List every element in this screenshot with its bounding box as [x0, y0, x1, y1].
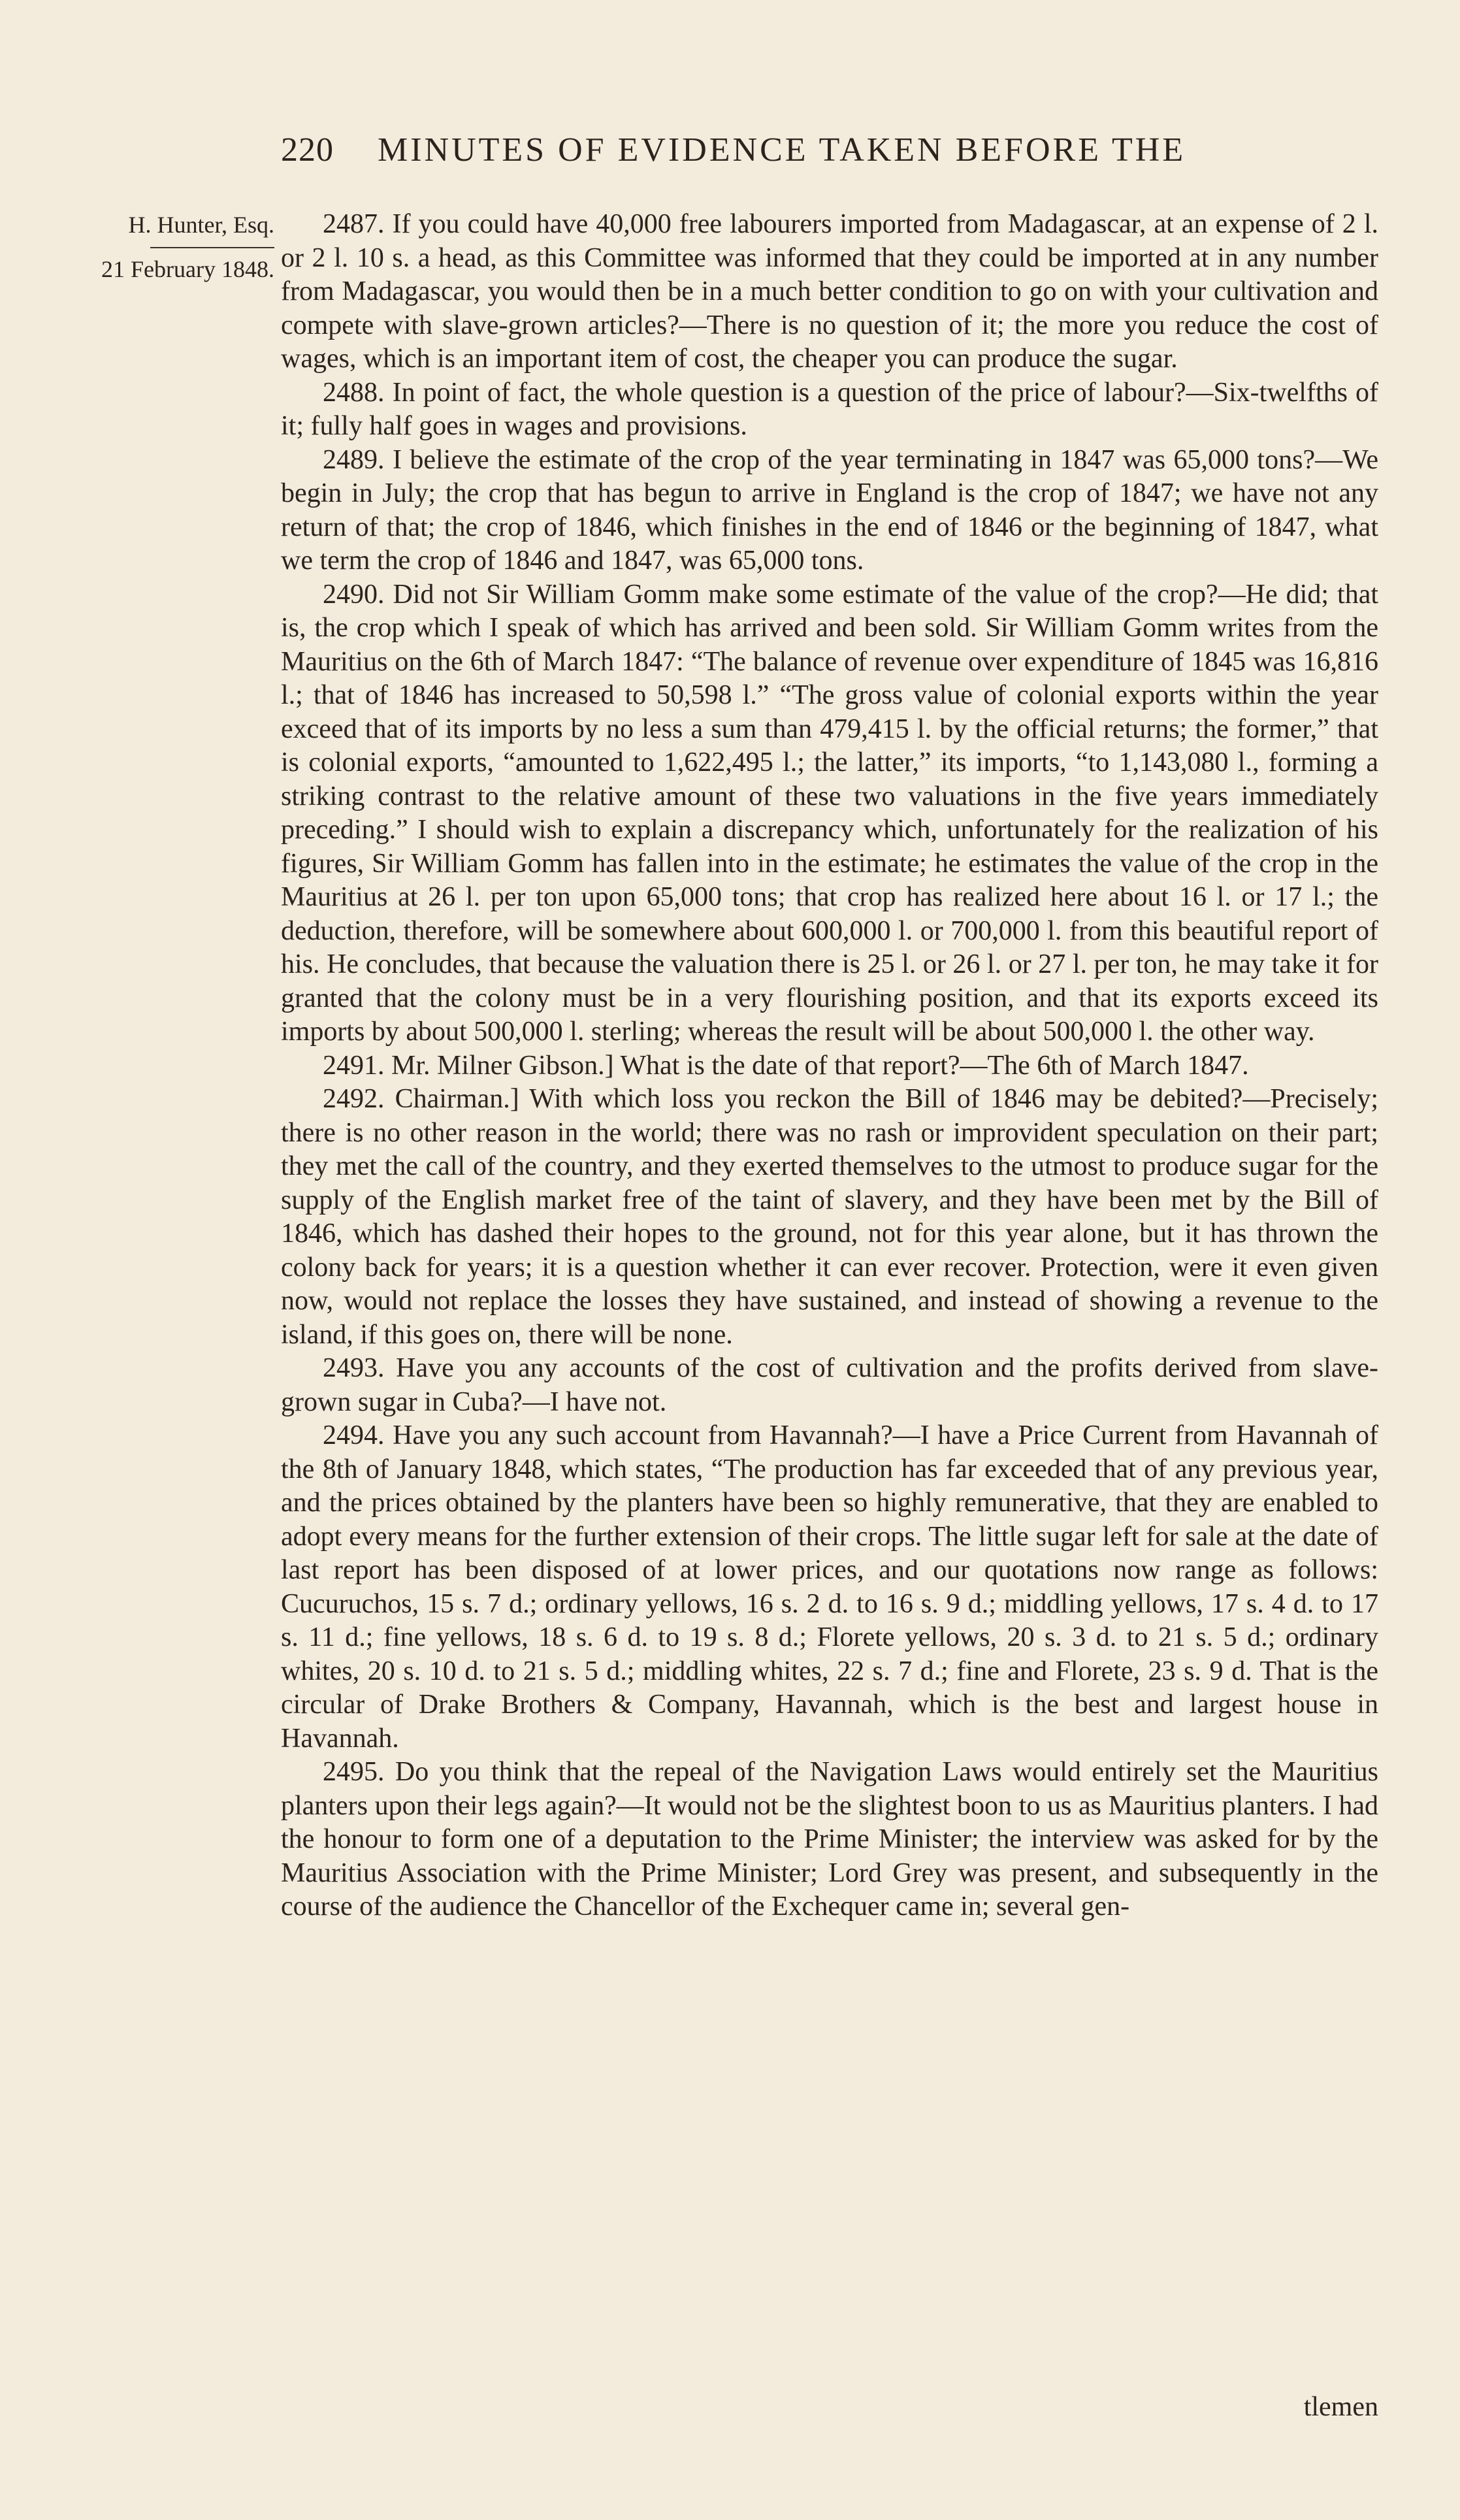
- running-header: [281, 131, 1391, 176]
- witness-name: H. Hunter, Esq.: [128, 212, 274, 238]
- testimony-date: 21 February 1848.: [101, 256, 274, 282]
- paragraph-2487: [281, 208, 1378, 376]
- question-number: 2489.: [323, 444, 385, 475]
- question-number: 2494.: [323, 1420, 385, 1450]
- paragraph-text: Have you any accounts of the cost of cultivation and the profits derived from slave-grown sugar in Cuba?—I have not.: [281, 1353, 1379, 1417]
- paragraph-text: Mr. Milner Gibson.] What is the date of that report?—The 6th of March 1847.: [391, 1050, 1249, 1081]
- paragraph-2494: [281, 1419, 1378, 1756]
- paragraph-text: I believe the estimate of the crop of the year terminating in 1847 was 65,000 tons?—We begin in July; the crop that has begun to arrive in England is the crop of 1847; we have not any return of that; the crop of 1846, which finishes in the end of 1846 or the beginning of 1847, what we term the crop of 1846 and 1847, was 65,000 tons.: [281, 444, 1379, 576]
- margin-rule: [150, 247, 274, 248]
- margin-note: [59, 208, 274, 286]
- paragraph-text: Do you think that the repeal of the Navigation Laws would entirely set the Mauritius planters upon their legs again?—It would not be the slightest boon to us as Mauritius planters. I had the honour to form one of a deputation to the Prime Minister; the interview was asked for by the Mauritius Association with the Prime Minister; Lord Grey was present, and subsequently in the course of the audience the Chancellor of the Exchequer came in; several gen-: [281, 1757, 1379, 1922]
- paragraph-text: Have you any such account from Havannah?—I have a Price Current from Havannah of the 8th of January 1848, which states, “The production has far exceeded that of any previous year, and the prices obtained by the planters have been so highly remunerative, that they are enabled to adopt every means for the further extension of their crops. The little sugar left for sale at the date of last report has been disposed of at lower prices, and our quotations now range as follows: Cucuruchos, 15 s. 7 d.; ordinary yellows, 16 s. 2 d. to 16 s. 9 d.; middling yellows, 17 s. 4 d. to 17 s. 11 d.; fine yellows, 18 s. 6 d. to 19 s. 8 d.; Florete yellows, 20 s. 3 d. to 21 s. 5 d.; ordinary whites, 20 s. 10 d. to 21 s. 5 d.; middling whites, 22 s. 7 d.; fine and Florete, 23 s. 9 d. That is the circular of Drake Brothers & Company, Havannah, which is the best and largest house in Havannah.: [281, 1420, 1379, 1754]
- page-number: 220: [281, 131, 334, 169]
- paragraph-2491: [281, 1049, 1378, 1083]
- paragraph-text: In point of fact, the whole question is a question of the price of labour?—Six-twelfths of it; fully half goes in wages and provisions.: [281, 377, 1379, 441]
- paragraph-text: If you could have 40,000 free labourers imported from Madagascar, at an expense of 2 l. or 2 l. 10 s. a head, as this Committee was informed that they could be imported at in any number from Madagascar, you would then be in a much better condition to go on with your cultivation and compete with slave-grown articles?—There is no question of it; the more you reduce the cost of wages, which is an important item of cost, the cheaper you can produce the sugar.: [281, 209, 1379, 374]
- question-number: 2495.: [323, 1757, 385, 1787]
- question-number: 2487.: [323, 209, 385, 239]
- paragraph-text: Chairman.] With which loss you reckon the Bill of 1846 may be debited?—Precisely; there is no other reason in the world; there was no rash or improvident speculation on their part; they met the call of the country, and they exerted themselves to the utmost to produce sugar for the supply of the English market free of the taint of slavery, and they have been met by the Bill of 1846, which has dashed their hopes to the ground, not for this year alone, but it has thrown the colony back for years; it is a question whether it can ever recover. Protection, were it even given now, would not replace the losses they have sustained, and instead of showing a revenue to the island, if this goes on, there will be none.: [281, 1084, 1378, 1350]
- paragraph-2493: [281, 1352, 1378, 1419]
- paragraph-2490: [281, 578, 1378, 1049]
- question-number: 2490.: [323, 579, 385, 610]
- paragraph-2489: [281, 444, 1378, 578]
- question-number: 2491.: [323, 1050, 385, 1081]
- paragraph-2492: [281, 1083, 1378, 1352]
- paragraph-text: Did not Sir William Gomm make some estimate of the value of the crop?—He did; that is, the crop which I speak of which has arrived and been sold. Sir William Gomm writes from the Mauritius on the 6th of March 1847: “The balance of revenue over expenditure of 1845 was 16,816 l.; that of 1846 has increased to 50,598 l.” “The gross value of colonial exports within the year exceed that of its imports by no less a sum than 479,415 l. by the official returns; the former,” that is colonial exports, “amounted to 1,622,495 l.; the latter,” its imports, “to 1,143,080 l., forming a striking contrast to the relative amount of these two valuations in the five years immediately preceding.” I should wish to explain a discrepancy which, unfortunately for the realization of his figures, Sir William Gomm has fallen into in the estimate; he estimates the value of the crop in the Mauritius at 26 l. per ton upon 65,000 tons; that crop has realized here about 16 l. or 17 l.; the deduction, therefore, will be somewhere about 600,000 l. or 700,000 l. from this beautiful report of his. He concludes, that because the valuation there is 25 l. or 26 l. or 27 l. per ton, he may take it for granted that the colony must be in a very flourishing position, and that its exports exceed its imports by about 500,000 l. sterling; whereas the result will be about 500,000 l. the other way.: [281, 579, 1379, 1047]
- catchword: tlemen: [1303, 2392, 1378, 2422]
- page-title: MINUTES OF EVIDENCE TAKEN BEFORE THE: [378, 131, 1186, 169]
- body-text: [281, 208, 1378, 1924]
- question-number: 2488.: [323, 377, 385, 408]
- question-number: 2493.: [323, 1353, 385, 1383]
- paragraph-2488: [281, 376, 1378, 444]
- paragraph-2495: [281, 1756, 1378, 1924]
- question-number: 2492.: [323, 1084, 385, 1114]
